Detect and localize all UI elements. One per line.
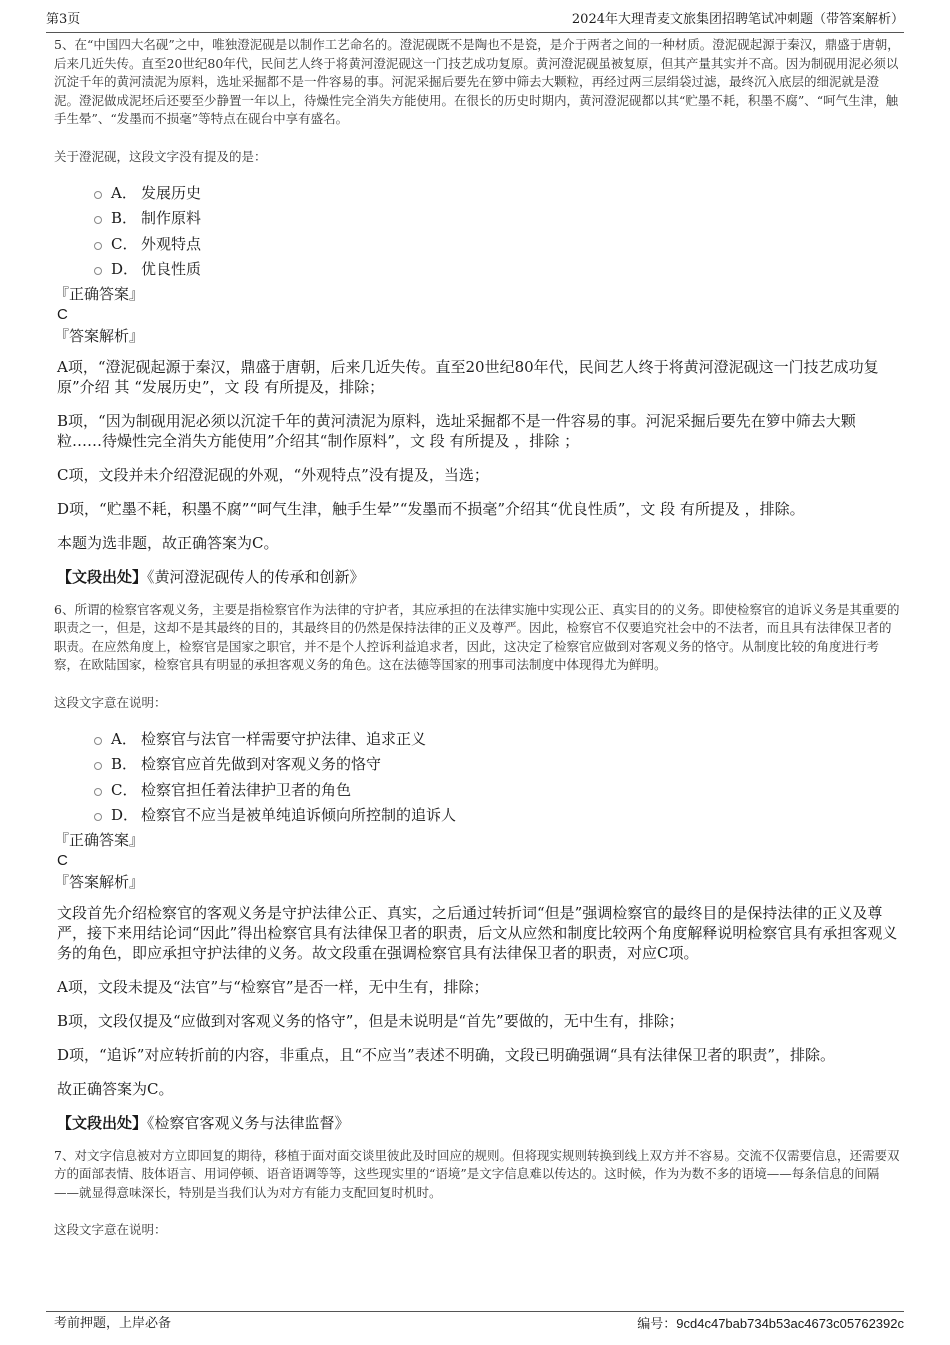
option-text: 检察官担任着法律护卫者的角色 — [141, 780, 352, 799]
analysis-paragraph: 本题为选非题，故正确答案为C。 — [57, 533, 279, 552]
analysis-paragraph: A项，“澄泥砚起源于秦汉，鼎盛于唐朝，后来几近失传。直至20世纪80年代，民间艺人终于将黄河澄泥砚这一门技艺成功复原”介绍 其 “发展历史”，文 段 有所提及，排除； — [57, 357, 879, 396]
question-7-prompt: 这段文字意在说明： — [54, 1222, 167, 1237]
question-5-text: 5、在“中国四大名砚”之中，唯独澄泥砚是以制作工艺命名的。澄泥砚既不是陶也不是瓷，是介于两者之间的一种材质。澄泥砚起源于秦汉，鼎盛于唐朝，后来几近失传。直至20世纪80年代，民间艺人终于将黄河澄泥砚这一门技艺成功复原。黄河澄泥砚虽被复原，但其产量其实并不高。因为制砚用泥必须以沉淀千年的黄河渍泥为原料，选址采掘都不是一件容易的事。河泥采掘后要先在箩中筛去大颗粒，再经过两三层绢袋过滤，最终沉入底层的细泥就是澄泥。澄泥做成泥坯后还要至少静置一年以上，待燥性完全消失方能使用。在很长的历史时期内，黄河澄泥砚都以其“贮墨不耗，积墨不腐”、“呵气生津，触手生晕”、“发墨而不损毫”等特点在砚台中享有盛名。 — [54, 37, 900, 126]
question-6-option-a[interactable] — [94, 727, 900, 753]
source-label: 【文段出处】 — [57, 567, 148, 586]
option-letter: C． — [111, 780, 138, 799]
page-content — [54, 36, 900, 1254]
source-title: 《检察官客观义务与法律监督》 — [147, 1113, 350, 1132]
question-6-option-d[interactable] — [94, 803, 900, 829]
analysis-paragraph: B项，“因为制砚用泥必须以沉淀千年的黄河渍泥为原料，选址采掘都不是一件容易的事。河泥采掘后要先在箩中筛去大颗粒……待燥性完全消失方能使用”介绍其“制作原料”，文 段 有所提及 ，排除 ； — [57, 411, 856, 450]
option-letter: A． — [111, 729, 137, 748]
question-6-options — [94, 727, 900, 829]
question-5-prompt: 关于澄泥砚，这段文字没有提及的是： — [54, 148, 267, 164]
source-line — [57, 567, 900, 587]
option-text: 检察官与法官一样需要守护法律、追求正义 — [141, 729, 427, 748]
question-5-option-b[interactable] — [94, 206, 900, 232]
question-5-analysis — [57, 357, 900, 553]
analysis-paragraph: 故正确答案为C。 — [57, 1079, 174, 1098]
page-header — [46, 10, 904, 33]
question-6-prompt: 这段文字意在说明： — [54, 694, 167, 710]
analysis-paragraph: D项，“追诉”对应转折前的内容，非重点，且“不应当”表述不明确，文段已明确强调“具有法律保卫者的职责”，排除。 — [57, 1045, 836, 1064]
option-letter: B． — [111, 209, 138, 227]
option-letter: A． — [111, 183, 137, 202]
option-text: 外观特点 — [141, 234, 202, 253]
analysis-paragraph: A项，文段未提及“法官”与“检察官”是否一样，无中生有，排除； — [57, 977, 489, 996]
option-text: 发展历史 — [141, 183, 202, 202]
analysis-label: 『答案解析』 — [54, 872, 145, 891]
analysis-paragraph: 文段首先介绍检察官的客观义务是守护法律公正、真实，之后通过转折词“但是”强调检察官的最终目的是保持法律的正义及尊严，接下来用结论词“因此”得出检察官具有法律保卫者的职责，后文从应然和制度比较两个角度解释说明检察官具有承担客观义务的角色，即应承担守护法律的义务。故文段重在强调检察官具有法律保卫者的职责，对应C项。 — [57, 903, 898, 962]
source-line — [57, 1113, 900, 1133]
question-7-text: 7、对文字信息被对方立即回复的期待，移植于面对面交谈里彼此及时回应的规则。但将现实规则转换到线上双方并不容易。交流不仅需要信息，还需要双方的面部表情、肢体语言、用词停顿、语音语调等等，这些现实里的“语境”是文字信息难以传达的。这时候，作为为数不多的语境——每条信息的间隔——就显得意味深长，特别是当我们认为对方有能力支配回复时机时。 — [54, 1147, 900, 1200]
question-6-option-b[interactable] — [94, 752, 900, 778]
option-text: 检察官不应当是被单纯追诉倾向所控制的追诉人 — [141, 806, 457, 824]
footer-slogan: 考前押题，上岸必备 — [54, 1316, 172, 1331]
radio-icon[interactable] — [94, 216, 102, 224]
option-letter: D． — [111, 260, 139, 278]
option-text: 优良性质 — [141, 260, 202, 278]
correct-answer-label: 『正确答案』 — [54, 284, 145, 303]
analysis-paragraph: D项，“贮墨不耗，积墨不腐”“呵气生津，触手生晕”“发墨而不损毫”介绍其“优良性质”，文 段 有所提及 ，排除。 — [57, 499, 805, 518]
radio-icon[interactable] — [94, 191, 102, 199]
footer-code — [637, 1314, 904, 1335]
analysis-paragraph: C项，文段并未介绍澄泥砚的外观，“外观特点”没有提及，当选； — [57, 465, 489, 484]
correct-answer: C — [57, 851, 68, 869]
code-value: 9cd4c47bab734b53ac4673c05762392c — [676, 1316, 904, 1331]
correct-answer-label: 『正确答案』 — [54, 830, 145, 849]
source-label: 【文段出处】 — [57, 1113, 148, 1132]
correct-answer: C — [57, 305, 68, 323]
question-6-text: 6、所谓的检察官客观义务，主要是指检察官作为法律的守护者，其应承担的在法律实施中实现公正、真实目的的义务。即使检察官的追诉义务是其重要的职责之一，但是，这却不是其最终的目的，其最终目的仍然是保持法律的正义及尊严。因此，检察官不仅要追究社会中的不法者，而且具有法律保卫者的职责。在应然角度上，检察官是国家之职官，并不是个人控诉利益追求者，因此，这决定了检察官应做到对客观义务的恪守。从制度比较的角度进行考察，在欧陆国家，检察官具有明显的承担客观义务的角色。这在法德等国家的刑事司法制度中体现得尤为鲜明。 — [54, 601, 900, 672]
option-letter: B． — [111, 755, 138, 773]
radio-icon[interactable] — [94, 762, 102, 770]
radio-icon[interactable] — [94, 242, 102, 250]
option-letter: D． — [111, 806, 139, 824]
option-text: 制作原料 — [141, 209, 202, 227]
question-5-option-a[interactable] — [94, 181, 900, 207]
code-label: 编号： — [637, 1317, 677, 1332]
page-footer — [46, 1311, 904, 1334]
question-6-analysis — [57, 903, 900, 1099]
radio-icon[interactable] — [94, 788, 102, 796]
analysis-paragraph: B项，文段仅提及“应做到对客观义务的恪守”，但是未说明是“首先”要做的，无中生有，排除； — [57, 1011, 684, 1030]
question-6-option-c[interactable] — [94, 778, 900, 804]
radio-icon[interactable] — [94, 267, 102, 275]
question-5-option-d[interactable] — [94, 257, 900, 283]
page-number: 第3页 — [46, 12, 81, 27]
source-title: 《黄河澄泥砚传人的传承和创新》 — [147, 567, 365, 586]
analysis-label: 『答案解析』 — [54, 326, 145, 345]
option-text: 检察官应首先做到对客观义务的恪守 — [141, 755, 382, 773]
question-5-option-c[interactable] — [94, 232, 900, 258]
radio-icon[interactable] — [94, 813, 102, 821]
question-5-options — [94, 181, 900, 283]
radio-icon[interactable] — [94, 737, 102, 745]
document-title: 2024年大理青麦文旅集团招聘笔试冲刺题（带答案解析） — [571, 12, 904, 27]
option-letter: C． — [111, 234, 138, 253]
